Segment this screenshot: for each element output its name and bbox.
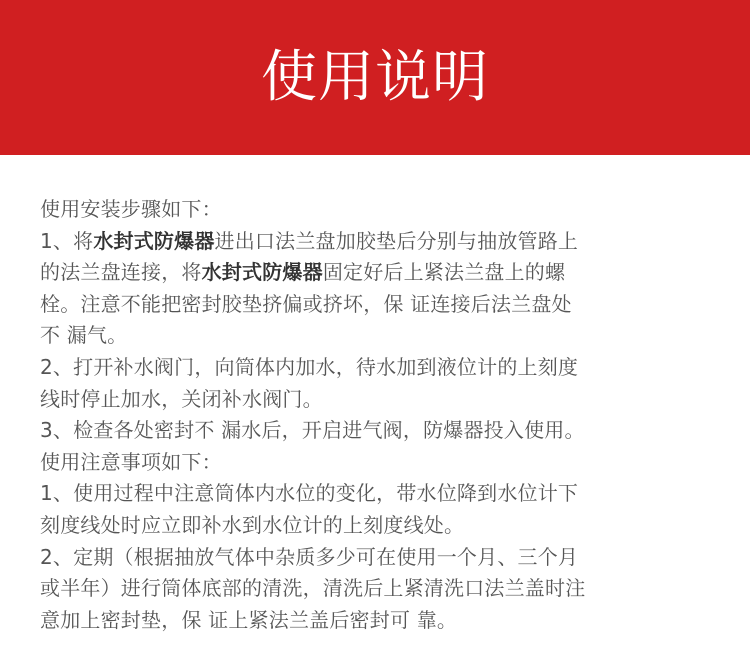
instructions-body — [40, 0, 710, 636]
text-line — [40, 289, 710, 321]
text-line — [40, 605, 710, 637]
text-segment: 不 漏气。 — [40, 323, 128, 348]
text-segment: 1、使用过程中注意筒体内水位的变化，带水位降到水位计下 — [40, 481, 579, 506]
text-line — [40, 320, 710, 352]
text-segment: 2、打开补水阀门，向筒体内加水，待水加到液位计的上刻度 — [40, 354, 579, 379]
text-line — [40, 415, 710, 447]
text-line — [40, 542, 710, 574]
text-segment: 使用安装步骤如下： — [40, 197, 222, 221]
product-name-highlight: 水封式防爆器 — [201, 260, 323, 285]
text-segment: 固定好后上紧法兰盘上的螺 — [322, 260, 566, 285]
text-segment: 线时停止加水，关闭补水阀门。 — [40, 386, 323, 411]
text-segment: 的法兰盘连接，将 — [40, 260, 202, 285]
text-segment: 3、检查各处密封不 漏水后，开启进气阀，防爆器投入使用。 — [40, 418, 585, 443]
text-line — [40, 384, 710, 416]
text-segment: 或半年）进行筒体底部的清洗，清洗后上紧清洗口法兰盖时注 — [40, 576, 586, 601]
text-line — [40, 352, 710, 384]
text-segment: 2、定期（根据抽放气体中杂质多少可在使用一个月、三个月 — [40, 544, 579, 569]
text-segment: 栓。注意不能把密封胶垫挤偏或挤坏，保 证连接后法兰盘处 — [40, 291, 572, 316]
text-line — [40, 194, 710, 226]
text-segment: 1、将 — [40, 228, 94, 253]
text-line — [40, 510, 710, 542]
text-line — [40, 573, 710, 605]
text-line — [40, 447, 710, 479]
product-name-highlight: 水封式防爆器 — [93, 228, 215, 253]
page-title: 使用说明 — [261, 44, 489, 110]
text-line — [40, 226, 710, 258]
text-line — [40, 257, 710, 289]
text-segment: 意加上密封垫，保 证上紧法兰盖后密封可 靠。 — [40, 607, 458, 632]
text-segment: 使用注意事项如下： — [40, 449, 222, 474]
text-line — [40, 478, 710, 510]
text-segment: 进出口法兰盘加胶垫后分别与抽放管路上 — [214, 228, 579, 253]
text-segment: 刻度线处时应立即补水到水位计的上刻度线处。 — [40, 512, 465, 537]
